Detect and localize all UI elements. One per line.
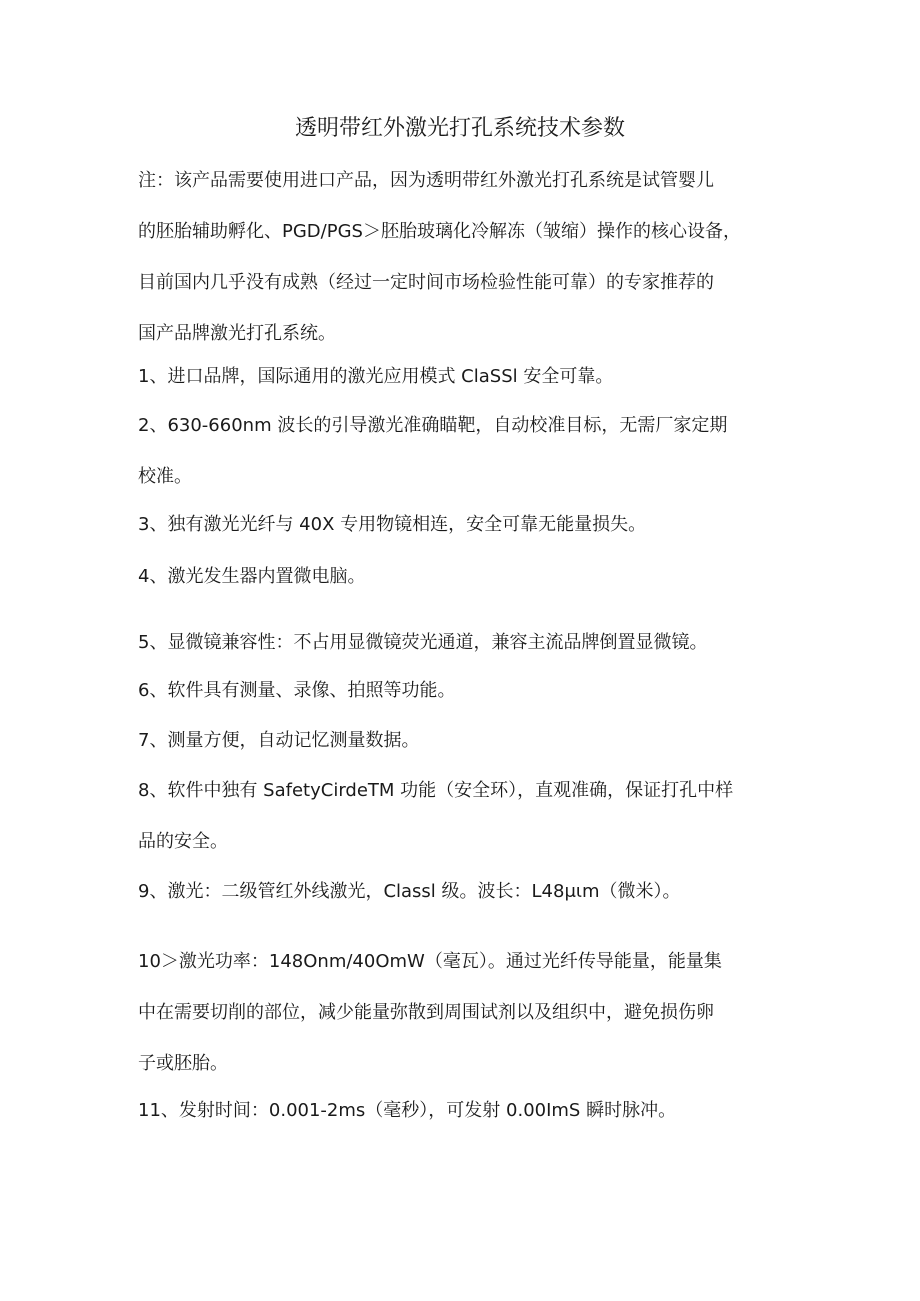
note-line: 国产品牌激光打孔系统。 bbox=[138, 323, 336, 344]
spec-item-3 bbox=[138, 499, 788, 550]
note-paragraph bbox=[138, 155, 788, 359]
spec-item-10 bbox=[138, 936, 788, 1089]
spec-item-line: 10＞激光功率：148Onm/40OmW（毫瓦）。通过光纤传导能量，能量集 bbox=[138, 951, 722, 972]
spec-item-9 bbox=[138, 866, 788, 917]
spec-item-1 bbox=[138, 351, 788, 402]
spec-item-line: 4、激光发生器内置微电脑。 bbox=[138, 566, 366, 587]
spec-item-2 bbox=[138, 400, 788, 502]
spec-item-line: 校准。 bbox=[138, 466, 192, 487]
spec-item-line: 6、软件具有测量、录像、拍照等功能。 bbox=[138, 680, 456, 701]
spec-item-line: 9、激光：二级管红外线激光，Classl 级。波长：L48μιm（微米）。 bbox=[138, 881, 681, 902]
spec-item-line: 7、测量方便，自动记忆测量数据。 bbox=[138, 730, 420, 751]
document-title: 透明带红外激光打孔系统技术参数 bbox=[294, 116, 625, 141]
spec-item-line: 品的安全。 bbox=[138, 831, 228, 852]
spec-item-line: 1、进口品牌，国际通用的激光应用模式 ClaSSl 安全可靠。 bbox=[138, 366, 614, 387]
note-line: 注：该产品需要使用进口产品，因为透明带红外激光打孔系统是试管婴儿 bbox=[138, 170, 714, 191]
spec-item-line: 中在需要切削的部位，减少能量弥散到周围试剂以及组织中，避免损伤卵 bbox=[138, 1002, 714, 1023]
spec-item-line: 3、独有激光光纤与 40X 专用物镜相连，安全可靠无能量损失。 bbox=[138, 514, 647, 535]
spec-item-8 bbox=[138, 765, 788, 867]
spec-item-11 bbox=[138, 1085, 788, 1136]
note-line: 目前国内几乎没有成熟（经过一定时间市场检验性能可靠）的专家推荐的 bbox=[138, 272, 714, 293]
spec-item-5 bbox=[138, 617, 788, 668]
spec-item-line: 8、软件中独有 SafetyCirdeTM 功能（安全环），直观准确，保证打孔中样 bbox=[138, 780, 734, 801]
note-line: 的胚胎辅助孵化、PGD/PGS＞胚胎玻璃化冷解冻（皱缩）操作的核心设备， bbox=[138, 221, 741, 242]
spec-item-line: 2、630-660nm 波长的引导激光准确瞄靶，自动校准目标，无需厂家定期 bbox=[138, 415, 728, 436]
spec-item-line: 子或胚胎。 bbox=[138, 1053, 228, 1074]
spec-item-4 bbox=[138, 551, 788, 602]
spec-item-7 bbox=[138, 715, 788, 766]
spec-item-line: 5、显微镜兼容性：不占用显微镜荧光通道，兼容主流品牌倒置显微镜。 bbox=[138, 632, 708, 653]
spec-item-6 bbox=[138, 665, 788, 716]
spec-item-line: 11、发射时间：0.001-2ms（毫秒），可发射 0.00ImS 瞬时脉冲。 bbox=[138, 1100, 677, 1121]
